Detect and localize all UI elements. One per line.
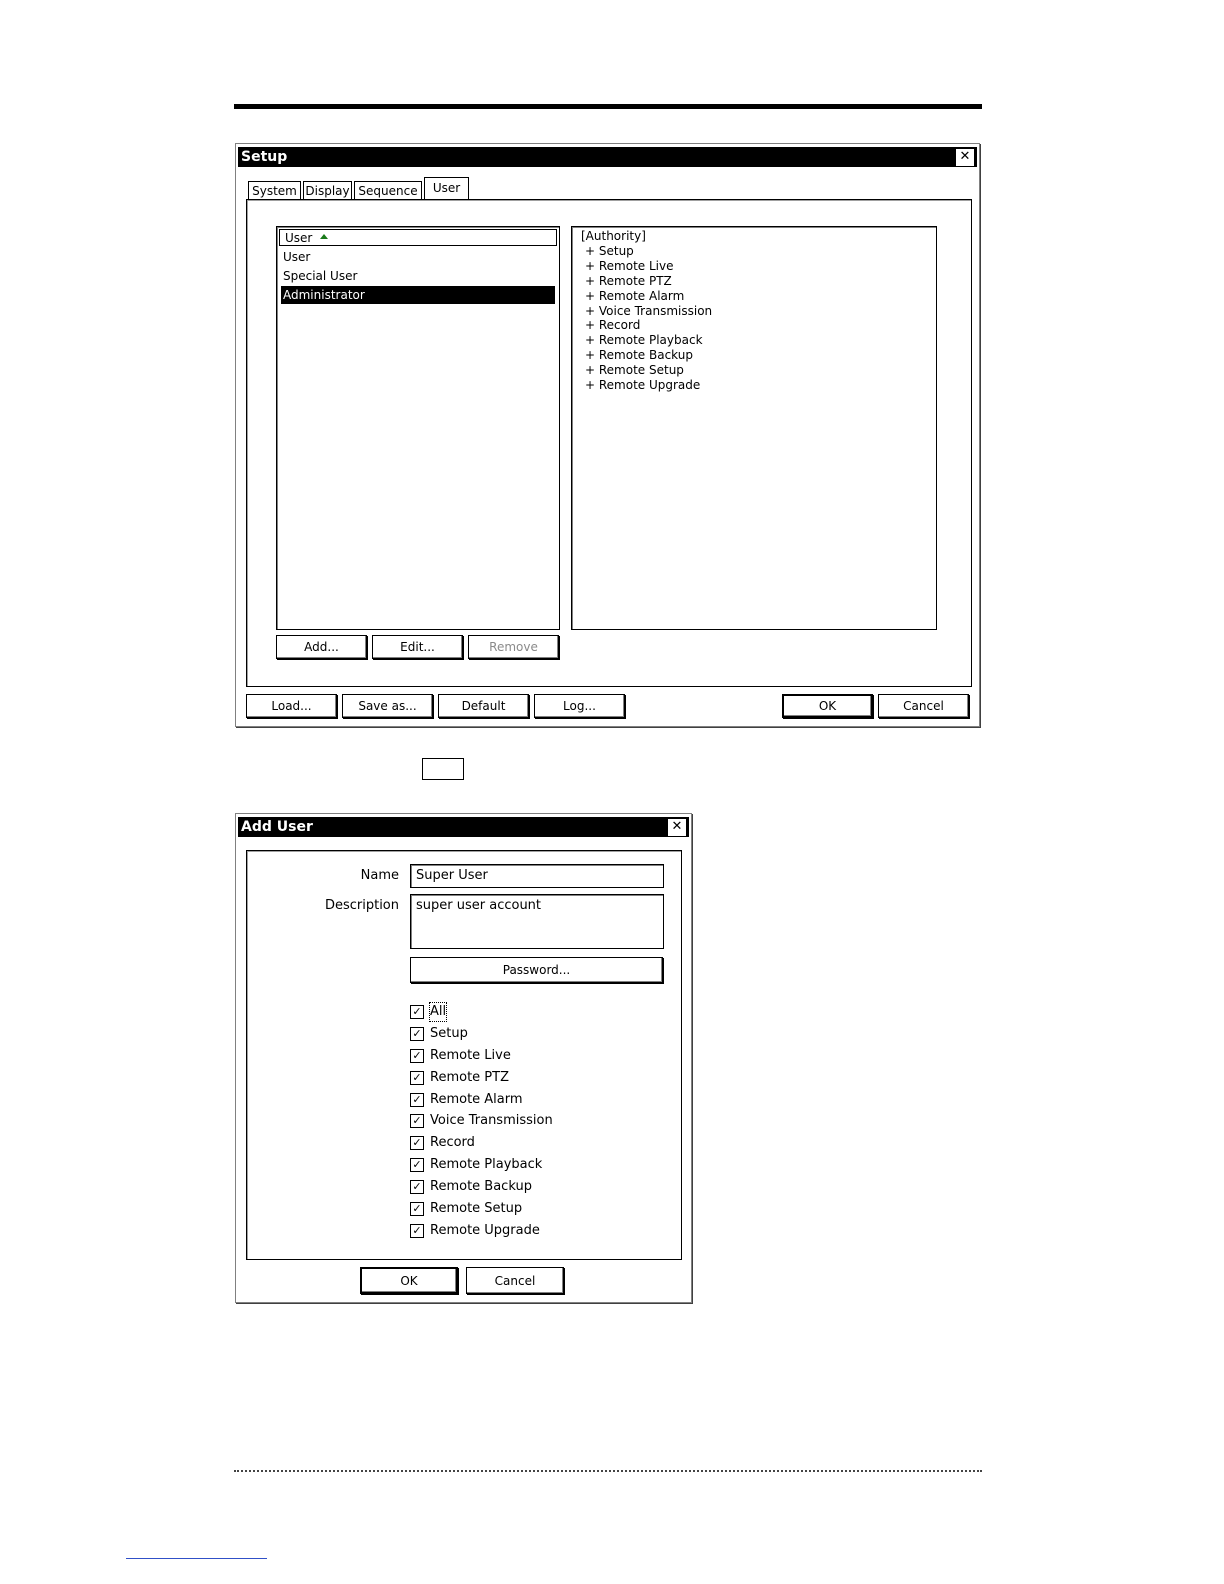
checkbox-label[interactable]: Remote Live xyxy=(430,1048,511,1063)
authority-item[interactable]: + Setup xyxy=(585,244,634,258)
checkbox-label[interactable]: Remote Alarm xyxy=(430,1092,523,1107)
authority-header: [Authority] xyxy=(581,229,646,243)
sort-ascending-icon xyxy=(320,234,328,239)
ok-button[interactable]: OK xyxy=(360,1267,458,1294)
list-item[interactable]: Special User xyxy=(283,269,358,283)
edit-user-button[interactable]: Edit... xyxy=(372,635,463,659)
checkbox-checked-icon[interactable]: ✓ xyxy=(410,1180,424,1194)
description-field[interactable]: super user account xyxy=(410,894,664,949)
ok-button[interactable]: OK xyxy=(782,694,873,718)
close-icon[interactable]: ✕ xyxy=(956,149,974,166)
tab-user[interactable]: User xyxy=(424,177,469,199)
remove-user-button[interactable]: Remove xyxy=(468,635,559,659)
checkbox-checked-icon[interactable]: ✓ xyxy=(410,1049,424,1063)
user-list[interactable] xyxy=(276,226,560,630)
checkbox-label[interactable]: Record xyxy=(430,1135,475,1150)
tab-system[interactable]: System xyxy=(248,181,301,199)
add-user-dialog xyxy=(235,813,692,1303)
authority-item[interactable]: + Record xyxy=(585,318,641,332)
checkbox-checked-icon[interactable]: ✓ xyxy=(410,1071,424,1085)
authority-item[interactable]: + Remote Backup xyxy=(585,348,693,362)
authority-item[interactable]: + Remote Setup xyxy=(585,363,684,377)
checkbox-checked-icon[interactable]: ✓ xyxy=(410,1202,424,1216)
checkbox-label[interactable]: Remote Backup xyxy=(430,1179,532,1194)
cancel-button[interactable]: Cancel xyxy=(878,694,969,718)
user-list-header-label: User xyxy=(285,231,313,245)
log-button[interactable]: Log... xyxy=(534,694,625,718)
checkbox-checked-icon[interactable]: ✓ xyxy=(410,1136,424,1150)
save-as-button[interactable]: Save as... xyxy=(342,694,433,718)
page-bottom-rule xyxy=(234,1470,982,1472)
authority-item[interactable]: + Remote Alarm xyxy=(585,289,685,303)
add-user-title: Add User xyxy=(241,819,313,835)
setup-title-bar xyxy=(238,147,977,167)
authority-item[interactable]: + Remote Playback xyxy=(585,333,703,347)
checkbox-checked-icon[interactable]: ✓ xyxy=(410,1027,424,1041)
cancel-button[interactable]: Cancel xyxy=(466,1267,564,1294)
checkbox-label[interactable]: Remote PTZ xyxy=(430,1070,509,1085)
add-user-title-bar xyxy=(238,817,689,837)
footer-link-underline xyxy=(126,1558,267,1559)
page-top-rule xyxy=(234,104,982,109)
setup-dialog xyxy=(235,143,980,727)
inline-button-graphic xyxy=(422,758,464,780)
checkbox-checked-icon[interactable]: ✓ xyxy=(410,1093,424,1107)
user-list-header[interactable] xyxy=(279,229,557,246)
password-button[interactable]: Password... xyxy=(410,957,663,983)
checkbox-label[interactable]: Remote Playback xyxy=(430,1157,543,1172)
checkbox-label[interactable]: Remote Upgrade xyxy=(430,1223,540,1238)
checkbox-label[interactable]: Voice Transmission xyxy=(430,1113,553,1128)
tab-sequence[interactable]: Sequence xyxy=(354,181,422,199)
checkbox-checked-icon[interactable]: ✓ xyxy=(410,1158,424,1172)
name-label: Name xyxy=(360,868,399,883)
authority-item[interactable]: + Remote Upgrade xyxy=(585,378,701,392)
list-item[interactable]: User xyxy=(283,250,311,264)
load-button[interactable]: Load... xyxy=(246,694,337,718)
checkbox-checked-icon[interactable]: ✓ xyxy=(410,1005,424,1019)
checkbox-label[interactable]: Remote Setup xyxy=(430,1201,523,1216)
checkbox-checked-icon[interactable]: ✓ xyxy=(410,1114,424,1128)
authority-item[interactable]: + Voice Transmission xyxy=(585,304,713,318)
default-button[interactable]: Default xyxy=(438,694,529,718)
checkbox-checked-icon[interactable]: ✓ xyxy=(410,1224,424,1238)
list-item-selected[interactable]: Administrator xyxy=(281,286,555,304)
description-label: Description xyxy=(324,898,399,913)
tab-display[interactable]: Display xyxy=(303,181,352,199)
add-user-button[interactable]: Add... xyxy=(276,635,367,659)
checkbox-label[interactable]: All xyxy=(430,1004,447,1019)
authority-tree[interactable] xyxy=(571,226,937,630)
checkbox-label[interactable]: Setup xyxy=(430,1026,468,1041)
close-icon[interactable]: ✕ xyxy=(668,819,686,836)
setup-title: Setup xyxy=(241,149,288,165)
authority-item[interactable]: + Remote PTZ xyxy=(585,274,672,288)
authority-item[interactable]: + Remote Live xyxy=(585,259,674,273)
name-field[interactable]: Super User xyxy=(410,864,664,888)
